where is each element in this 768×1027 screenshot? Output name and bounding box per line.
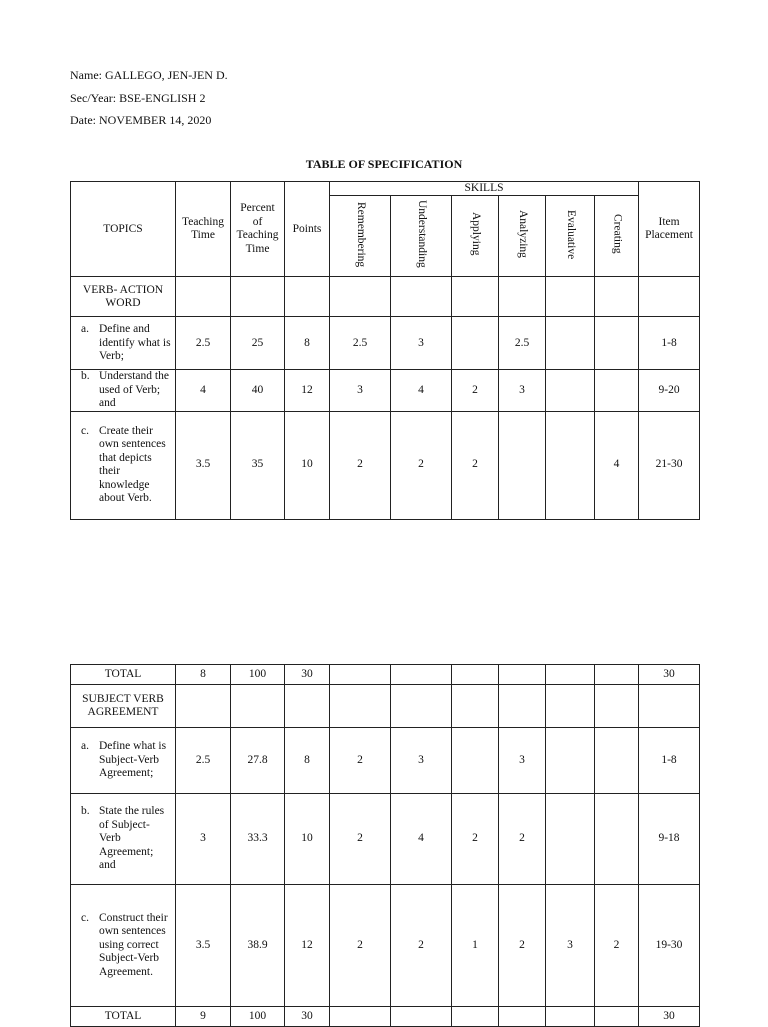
teaching-time-cell: 2.5 — [176, 317, 231, 370]
row-topic: Understand the used of Verb; and — [99, 370, 169, 410]
col-percent-time: Percent of Teaching Time — [231, 182, 285, 277]
points-cell: 10 — [285, 794, 330, 885]
col-item-placement: Item Placement — [639, 182, 700, 277]
row-topic: Define what is Subject-Verb Agreement; — [99, 740, 167, 780]
item-placement-cell: 1-8 — [639, 728, 700, 794]
analyzing-cell: 3 — [499, 370, 546, 411]
total-percent: 100 — [231, 1007, 285, 1027]
date: Date: NOVEMBER 14, 2020 — [70, 113, 212, 127]
section-heading: SUBJECT VERB AGREEMENT — [71, 685, 176, 728]
row-topic: State the rules of Subject-Verb Agreement; and — [99, 805, 165, 872]
creating-cell: 2 — [595, 885, 639, 1007]
table-row — [71, 794, 700, 885]
points-cell: 8 — [285, 728, 330, 794]
percent-cell: 38.9 — [231, 885, 285, 1007]
student-name: Name: GALLEGO, JEN-JEN D. — [70, 68, 228, 82]
row-letter: b. — [81, 370, 90, 383]
applying-cell: 2 — [452, 794, 499, 885]
remembering-cell: 2 — [330, 411, 391, 519]
row-letter: a. — [81, 740, 89, 753]
total-items: 30 — [639, 1007, 700, 1027]
remembering-cell: 2 — [330, 885, 391, 1007]
item-placement-cell: 1-8 — [639, 317, 700, 370]
understanding-label: Understanding — [415, 200, 428, 269]
total-time: 9 — [176, 1007, 231, 1027]
analyzing-cell: 2 — [499, 885, 546, 1007]
applying-cell: 2 — [452, 411, 499, 519]
specification-table-2 — [70, 664, 700, 1027]
applying-cell: 2 — [452, 370, 499, 411]
item-placement-cell: 21-30 — [639, 411, 700, 519]
row-letter: a. — [81, 323, 89, 336]
analyzing-label: Analyzing — [516, 210, 529, 259]
section-heading: VERB- ACTION WORD — [71, 277, 176, 317]
creating-cell — [595, 728, 639, 794]
teaching-time-cell: 3.5 — [176, 411, 231, 519]
evaluative-cell — [546, 370, 595, 411]
col-points: Points — [285, 182, 330, 277]
evaluative-cell — [546, 728, 595, 794]
points-cell: 8 — [285, 317, 330, 370]
analyzing-cell: 2 — [499, 794, 546, 885]
teaching-time-cell: 2.5 — [176, 728, 231, 794]
understanding-cell: 3 — [391, 728, 452, 794]
total-label: TOTAL — [71, 665, 176, 685]
evaluative-cell — [546, 794, 595, 885]
specification-table-1 — [70, 181, 700, 520]
teaching-time-cell: 4 — [176, 370, 231, 411]
row-letter: c. — [81, 424, 89, 437]
understanding-cell: 4 — [391, 794, 452, 885]
points-cell: 10 — [285, 411, 330, 519]
total-points: 30 — [285, 665, 330, 685]
percent-cell: 27.8 — [231, 728, 285, 794]
page-title: TABLE OF SPECIFICATION — [305, 157, 463, 171]
item-placement-cell: 19-30 — [639, 885, 700, 1007]
col-evaluative — [546, 196, 595, 277]
creating-cell: 4 — [595, 411, 639, 519]
understanding-cell: 2 — [391, 885, 452, 1007]
section-year: Sec/Year: BSE-ENGLISH 2 — [70, 91, 206, 105]
percent-cell: 25 — [231, 317, 285, 370]
total-points: 30 — [285, 1007, 330, 1027]
creating-cell — [595, 317, 639, 370]
remembering-cell: 2.5 — [330, 317, 391, 370]
teaching-time-cell: 3.5 — [176, 885, 231, 1007]
total-percent: 100 — [231, 665, 285, 685]
analyzing-cell: 3 — [499, 728, 546, 794]
evaluative-cell — [546, 411, 595, 519]
row-letter: b. — [81, 805, 90, 818]
table-row — [71, 370, 700, 411]
total-label: TOTAL — [71, 1007, 176, 1027]
percent-cell: 33.3 — [231, 794, 285, 885]
remembering-cell: 2 — [330, 728, 391, 794]
remembering-cell: 3 — [330, 370, 391, 411]
analyzing-cell — [499, 411, 546, 519]
percent-cell: 35 — [231, 411, 285, 519]
evaluative-label: Evaluative — [564, 209, 577, 259]
table-row — [71, 728, 700, 794]
teaching-time-cell: 3 — [176, 794, 231, 885]
row-letter: c. — [81, 911, 89, 924]
col-creating — [595, 196, 639, 277]
remembering-cell: 2 — [330, 794, 391, 885]
row-topic: Define and identify what is Verb; — [99, 323, 171, 363]
evaluative-cell: 3 — [546, 885, 595, 1007]
row-topic: Create their own sentences that depicts their knowledge about Verb. — [99, 424, 166, 504]
points-cell: 12 — [285, 370, 330, 411]
creating-cell — [595, 370, 639, 411]
total-row — [71, 665, 700, 685]
col-remembering — [330, 196, 391, 277]
remembering-label: Remembering — [354, 201, 367, 267]
analyzing-cell: 2.5 — [499, 317, 546, 370]
col-understanding — [391, 196, 452, 277]
table-row — [71, 885, 700, 1007]
percent-cell: 40 — [231, 370, 285, 411]
applying-cell: 1 — [452, 885, 499, 1007]
col-applying — [452, 196, 499, 277]
creating-cell — [595, 794, 639, 885]
col-skills: SKILLS — [330, 182, 639, 196]
col-analyzing — [499, 196, 546, 277]
table-row — [71, 317, 700, 370]
evaluative-cell — [546, 317, 595, 370]
applying-cell — [452, 728, 499, 794]
points-cell: 12 — [285, 885, 330, 1007]
understanding-cell: 4 — [391, 370, 452, 411]
item-placement-cell: 9-18 — [639, 794, 700, 885]
item-placement-cell: 9-20 — [639, 370, 700, 411]
applying-label: Applying — [469, 212, 482, 256]
applying-cell — [452, 317, 499, 370]
understanding-cell: 3 — [391, 317, 452, 370]
table-row — [71, 411, 700, 519]
col-topics: TOPICS — [71, 182, 176, 277]
creating-label: Creating — [611, 214, 624, 254]
total-items: 30 — [639, 665, 700, 685]
total-time: 8 — [176, 665, 231, 685]
understanding-cell: 2 — [391, 411, 452, 519]
row-topic: Construct their own sentences using correct Subject-Verb Agreement. — [99, 911, 168, 978]
col-teaching-time: Teaching Time — [176, 182, 231, 277]
